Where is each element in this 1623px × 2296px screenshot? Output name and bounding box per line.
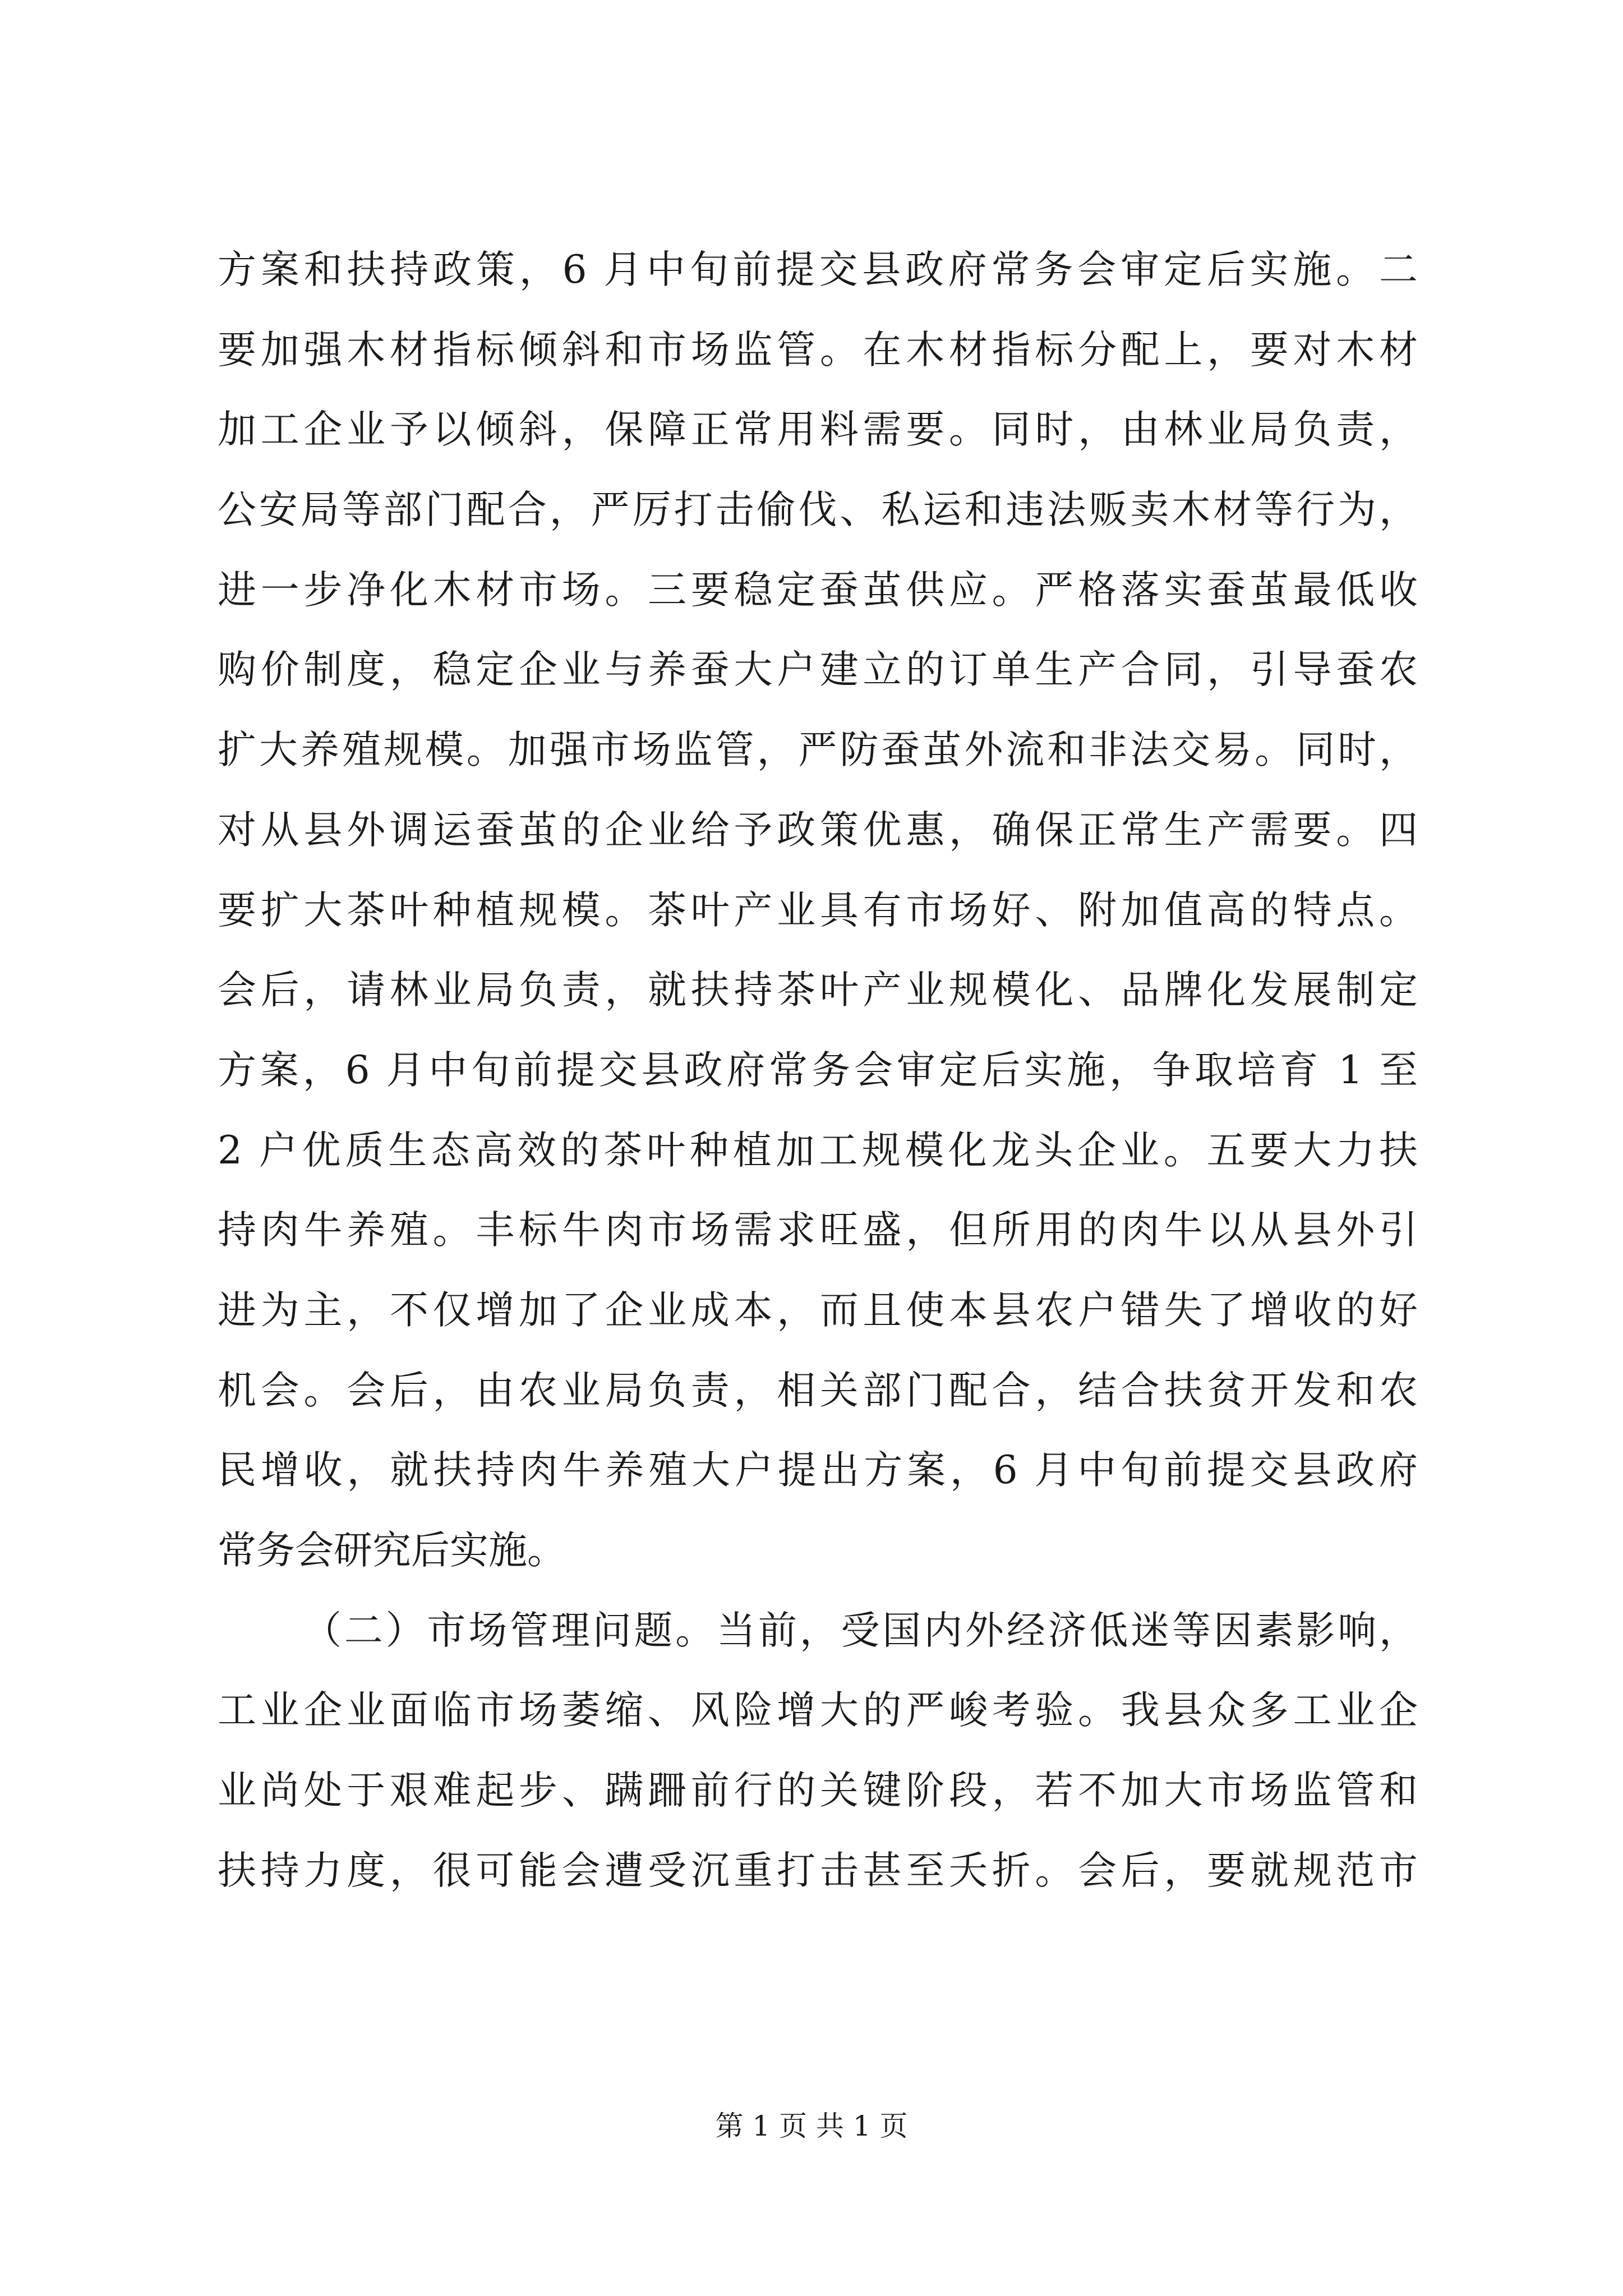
text-line: 公安局等部门配合，严厉打击偷伐、私运和违法贩卖木材等行为， xyxy=(218,487,1418,533)
text-line: 机会。会后，由农业局负责，相关部门配合，结合扶贫开发和农 xyxy=(218,1368,1418,1413)
text-line: 要扩大茶叶种植规模。茶叶产业具有市场好、附加值高的特点。 xyxy=(218,887,1418,933)
body-text xyxy=(218,230,1418,1911)
text-line: 扶持力度，很可能会遭受沉重打击甚至夭折。会后，要就规范市 xyxy=(218,1848,1418,1893)
text-line: 常务会研究后实施。 xyxy=(218,1528,566,1573)
text-line: 方案和扶持政策，6 月中旬前提交县政府常务会审定后实施。二 xyxy=(218,247,1418,292)
text-line: 购价制度，稳定企业与养蚕大户建立的订单生产合同，引导蚕农 xyxy=(218,647,1418,693)
text-line: 持肉牛养殖。丰标牛肉市场需求旺盛，但所用的肉牛以从县外引 xyxy=(218,1208,1418,1253)
text-line: 扩大养殖规模。加强市场监管，严防蚕茧外流和非法交易。同时， xyxy=(218,728,1418,773)
text-line: 民增收，就扶持肉牛养殖大户提出方案，6 月中旬前提交县政府 xyxy=(218,1448,1418,1493)
text-line: 要加强木材指标倾斜和市场监管。在木材指标分配上，要对木材 xyxy=(218,327,1418,372)
page-footer: 第 1 页 共 1 页 xyxy=(715,2110,908,2142)
text-line: 会后，请林业局负责，就扶持茶叶产业规模化、品牌化发展制定 xyxy=(218,968,1418,1013)
text-line: 进为主，不仅增加了企业成本，而且使本县农户错失了增收的好 xyxy=(218,1287,1418,1333)
text-line: 方案，6 月中旬前提交县政府常务会审定后实施，争取培育 1 至 xyxy=(218,1047,1418,1093)
text-line: （二）市场管理问题。当前，受国内外经济低迷等因素影响， xyxy=(303,1608,1418,1653)
text-line: 工业企业面临市场萎缩、风险增大的严峻考验。我县众多工业企 xyxy=(218,1688,1418,1733)
text-line: 业尚处于艰难起步、蹒跚前行的关键阶段，若不加大市场监管和 xyxy=(218,1768,1418,1814)
text-line: 2 户优质生态高效的茶叶种植加工规模化龙头企业。五要大力扶 xyxy=(218,1128,1418,1173)
text-line: 进一步净化木材市场。三要稳定蚕茧供应。严格落实蚕茧最低收 xyxy=(218,567,1418,613)
text-line: 对从县外调运蚕茧的企业给予政策优惠，确保正常生产需要。四 xyxy=(218,807,1418,853)
text-line: 加工企业予以倾斜，保障正常用料需要。同时，由林业局负责， xyxy=(218,407,1418,453)
